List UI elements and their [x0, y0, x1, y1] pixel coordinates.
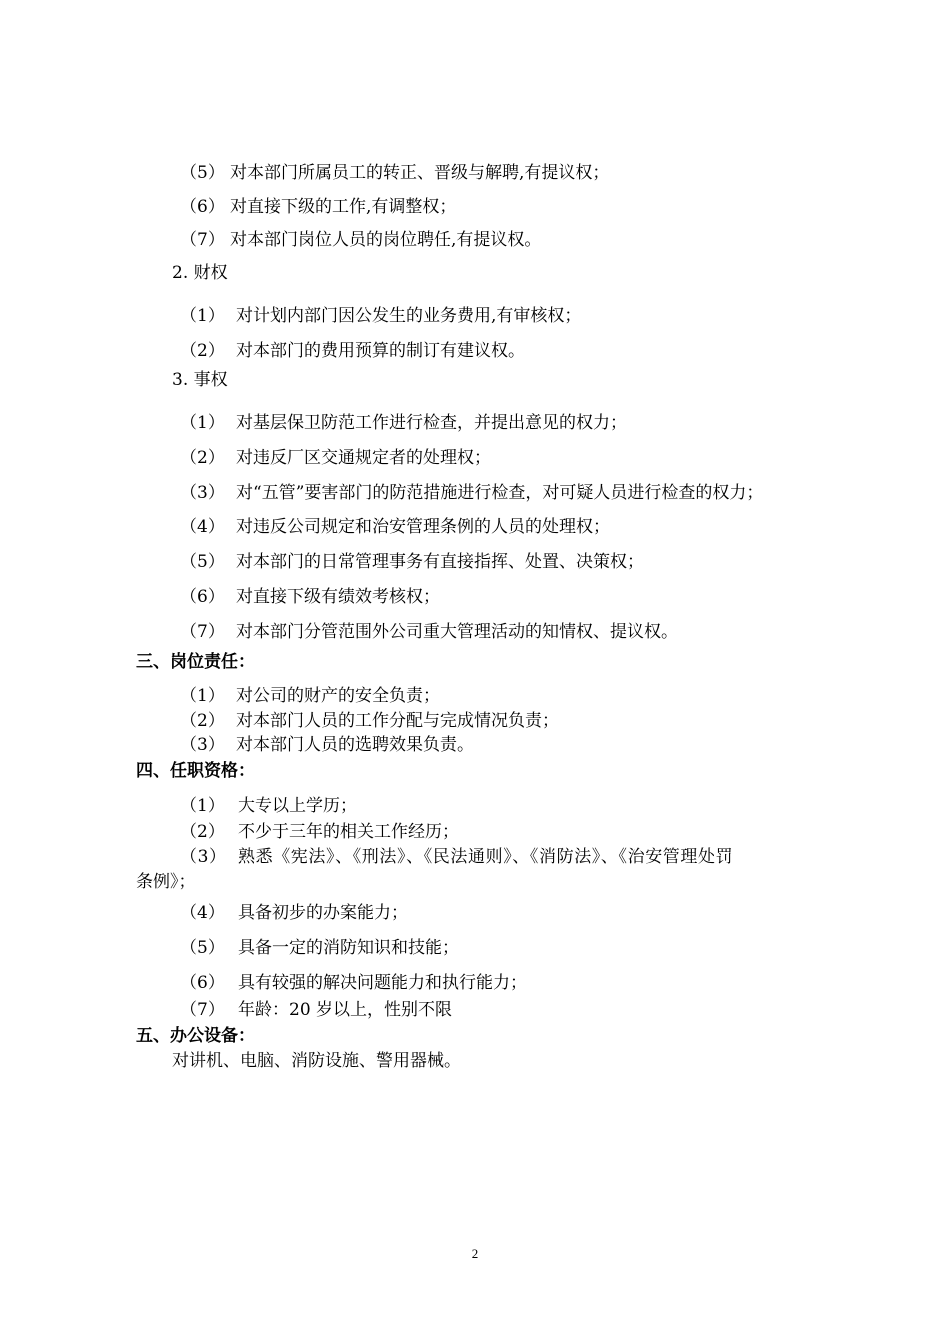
item-number: （6） — [180, 973, 225, 993]
item-number: （1） — [180, 686, 225, 706]
item-text: 对本部门的日常管理事务有直接指挥、处置、决策权； — [236, 552, 644, 572]
item-text: 对本部门所属员工的转正、晋级与解聘,有提议权； — [230, 163, 610, 183]
item-number: （1） — [180, 306, 225, 326]
list-item — [180, 685, 440, 707]
list-item-continuation: 条例》； — [136, 872, 196, 892]
list-item — [180, 229, 541, 251]
item-number: （3） — [180, 735, 225, 755]
item-number: （2） — [180, 711, 225, 731]
list-item — [180, 196, 456, 218]
item-text: 熟悉《宪法》、《刑法》、《民法通则》、《消防法》、《治安管理处罚 — [238, 847, 734, 867]
section-heading: 五、办公设备： — [136, 1026, 255, 1046]
page-number: 2 — [471, 1246, 479, 1261]
item-text: 对基层保卫防范工作进行检查，并提出意见的权力； — [236, 413, 627, 433]
list-item — [180, 482, 763, 504]
item-number: （7） — [180, 230, 225, 250]
list-item — [180, 999, 452, 1021]
item-number: （2） — [180, 822, 225, 842]
item-text: 对计划内部门因公发生的业务费用,有审核权； — [236, 306, 582, 326]
item-text: 对本部门的费用预算的制订有建议权。 — [236, 341, 525, 361]
item-text: 对直接下级的工作,有调整权； — [230, 197, 457, 217]
item-number: （5） — [180, 552, 225, 572]
list-item — [180, 340, 525, 362]
item-number: （6） — [180, 197, 225, 217]
list-item — [180, 621, 678, 643]
equipment-text: 对讲机、电脑、消防设施、警用器械。 — [172, 1051, 461, 1071]
item-text: 对公司的财产的安全负责； — [236, 686, 440, 706]
item-number: （2） — [180, 341, 225, 361]
subsection-title: 2. 财权 — [172, 263, 228, 283]
item-text: 对本部门岗位人员的岗位聘任,有提议权。 — [230, 230, 542, 250]
item-number: （3） — [180, 483, 225, 503]
list-item — [180, 586, 440, 608]
item-number: （7） — [180, 1000, 225, 1020]
subsection-title: 3. 事权 — [172, 370, 228, 390]
item-text: 具有较强的解决问题能力和执行能力； — [238, 973, 527, 993]
item-number: （2） — [180, 448, 225, 468]
item-number: （7） — [180, 622, 225, 642]
item-text: 对违反公司规定和治安管理条例的人员的处理权； — [236, 517, 610, 537]
item-number: （6） — [180, 587, 225, 607]
item-number: （1） — [180, 796, 225, 816]
item-text: 对直接下级有绩效考核权； — [236, 587, 440, 607]
list-item — [180, 795, 357, 817]
list-item — [180, 821, 459, 843]
item-text: 对本部门人员的选聘效果负责。 — [236, 735, 474, 755]
list-item — [180, 305, 581, 327]
list-item — [180, 710, 559, 732]
item-number: （4） — [180, 517, 225, 537]
item-text: 具备初步的办案能力； — [238, 903, 408, 923]
list-item — [180, 972, 527, 994]
item-text: 对本部门分管范围外公司重大管理活动的知情权、提议权。 — [236, 622, 678, 642]
list-item — [180, 162, 609, 184]
list-item — [180, 902, 408, 924]
item-text: 不少于三年的相关工作经历； — [238, 822, 459, 842]
item-text: 对违反厂区交通规定者的处理权； — [236, 448, 491, 468]
list-item — [180, 516, 610, 538]
item-number: （5） — [180, 938, 225, 958]
item-text: 对“五管”要害部门的防范措施进行检查，对可疑人员进行检查的权力； — [236, 483, 764, 503]
item-text: 大专以上学历； — [238, 796, 357, 816]
list-item — [180, 937, 459, 959]
item-text: 对本部门人员的工作分配与完成情况负责； — [236, 711, 559, 731]
list-item — [180, 846, 733, 868]
list-item — [180, 734, 474, 756]
item-number: （3） — [180, 847, 227, 867]
item-text: 年龄：20 岁以上，性别不限 — [238, 1000, 453, 1020]
list-item — [180, 412, 627, 434]
item-number: （5） — [180, 163, 225, 183]
item-number: （4） — [180, 903, 225, 923]
list-item — [180, 551, 644, 573]
list-item — [180, 447, 491, 469]
item-number: （1） — [180, 413, 225, 433]
item-text: 具备一定的消防知识和技能； — [238, 938, 459, 958]
section-heading: 三、岗位责任： — [136, 652, 255, 672]
section-heading: 四、任职资格： — [136, 761, 255, 781]
